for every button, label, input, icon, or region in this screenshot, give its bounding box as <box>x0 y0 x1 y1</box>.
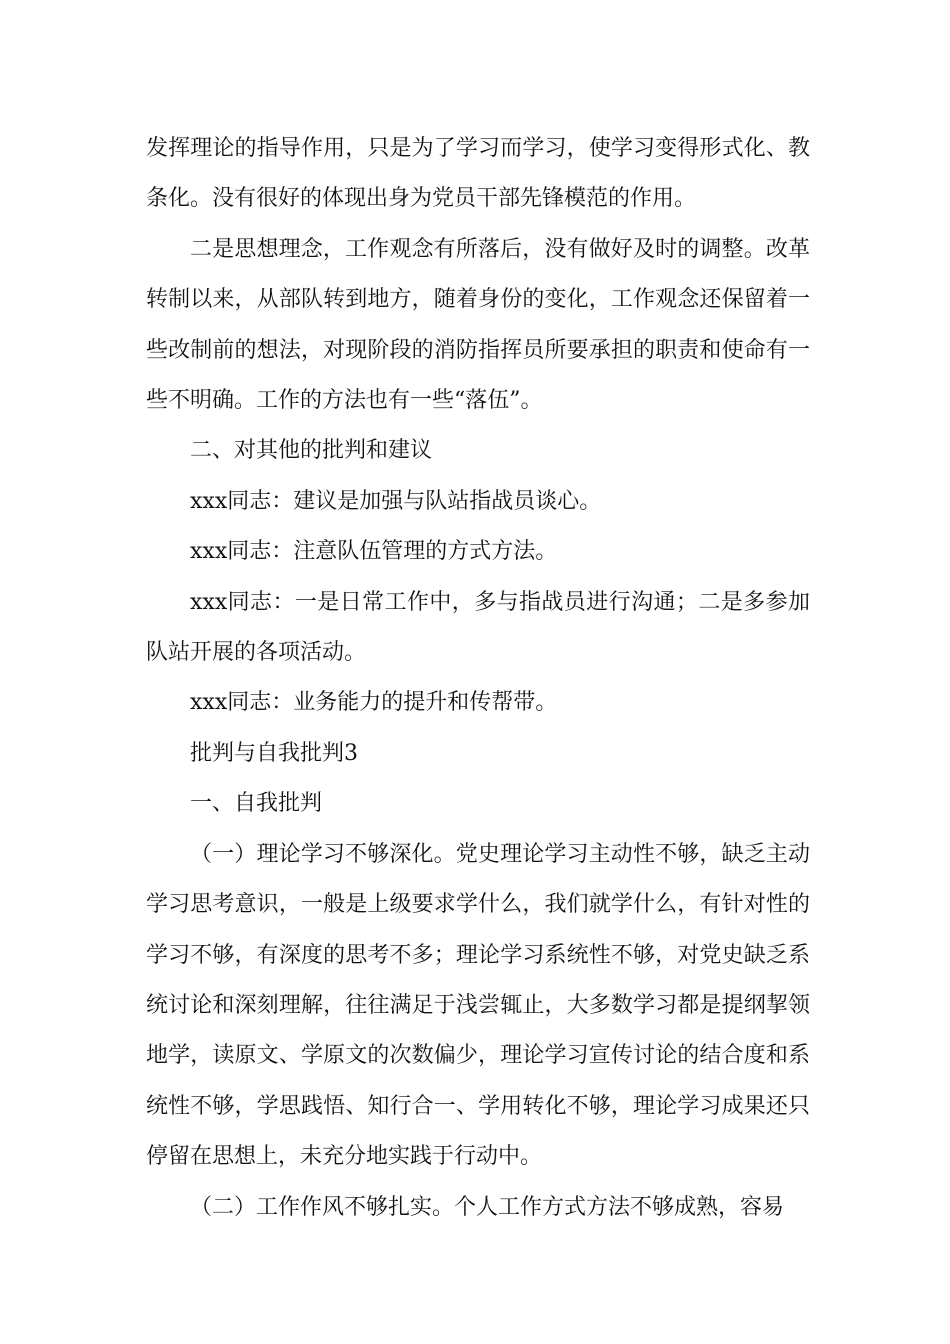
comrade-suggestion-3: xxx同志：一是日常工作中，多与指战员进行沟通；二是多参加队站开展的各项活动。 <box>146 589 810 666</box>
document-body <box>146 124 810 1233</box>
comrade-suggestion-1: xxx同志：建议是加强与队站指战员谈心。 <box>190 488 602 514</box>
paragraph-theory-study: （一）理论学习不够深化。党史理论学习主动性不够，缺乏主动学习思考意识，一般是上级要求学什么，我们就学什么，有针对性的学习不够，有深度的思考不多；理论学习系统性不够，对党史缺乏系统讨论和深刻理解，往往满足于浅尝辄止，大多数学习都是提纲挈领地学，读原文、学原文的次数偏少，理论学习宣传讨论的结合度和系统性不够，学思践悟、知行合一、学用转化不够，理论学习成果还只停留在思想上，未充分地实践于行动中。 <box>146 841 810 1170</box>
section-heading-self-criticism: 一、自我批判 <box>190 791 323 817</box>
comrade-suggestion-2: xxx同志：注意队伍管理的方式方法。 <box>190 539 558 565</box>
comrade-suggestion-4: xxx同志：业务能力的提升和传帮带。 <box>190 690 558 716</box>
paragraph-work-style: （二）工作作风不够扎实。个人工作方式方法不够成熟，容易 <box>190 1194 785 1220</box>
paragraph-continuation: 发挥理论的指导作用，只是为了学习而学习，使学习变得形式化、教条化。没有很好的体现出身为党员干部先锋模范的作用。 <box>146 136 810 212</box>
paragraph-work-concept: 二是思想理念，工作观念有所落后，没有做好及时的调整。改革转制以来，从部队转到地方，随着身份的变化，工作观念还保留着一些改制前的想法，对现阶段的消防指挥员所要承担的职责和使命有一些不明确。工作的方法也有一些“落伍”。 <box>146 236 810 414</box>
document-section-title: 批判与自我批判3 <box>190 740 358 766</box>
section-heading-criticism-of-others: 二、对其他的批判和建议 <box>190 438 433 464</box>
